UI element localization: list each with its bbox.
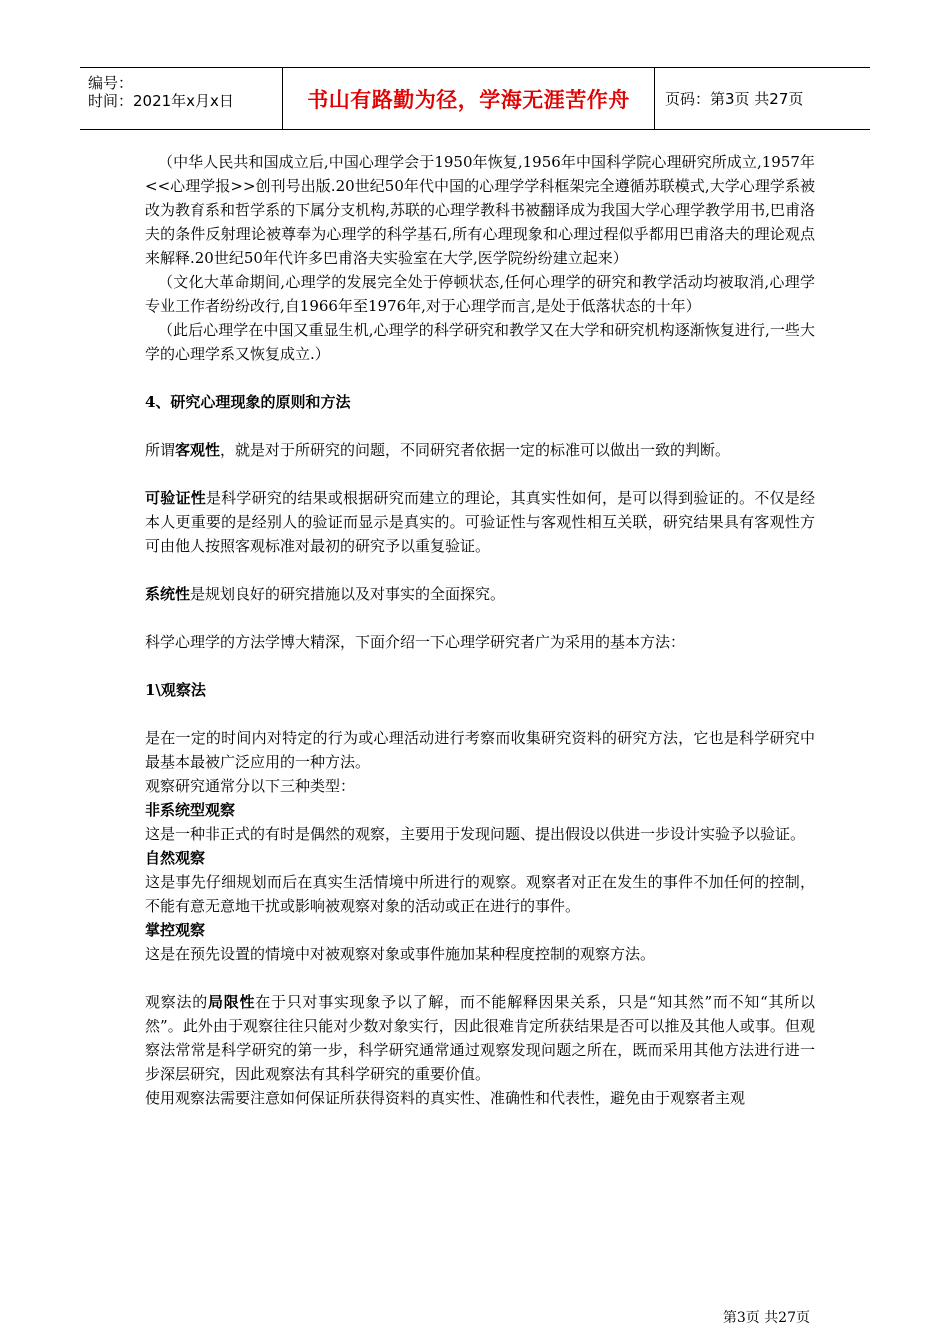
- verifiability-term: 可验证性: [145, 489, 206, 507]
- page-footer: 第3页 共27页: [722, 1310, 810, 1326]
- header-motto-cell: [283, 68, 655, 129]
- observation-type-3-name: 掌控观察: [145, 921, 206, 939]
- verifiability-paragraph: 可验证性是科学研究的结果或根据研究而建立的理论，其真实性如何，是可以得到验证的。不仅是经本人更重要的是经别人的验证而显示是真实的。可验证性与客观性相互关联，研究结果具有客观性方可由他人按照客观标准对最初的研究予以重复验证。: [145, 489, 815, 555]
- observation-limitation: 观察法的局限性在于只对事实现象予以了解，而不能解释因果关系，只是“知其然”而不知“其所以然”。此外由于观察往往只能对少数对象实行，因此很难肯定所获结果是否可以推及其他人或事。但观察法常常是科学研究的第一步，科学研究通常通过观察发现问题之所在，既而采用其他方法进行进一步深层研究，因此观察法有其科学研究的重要价值。: [145, 993, 815, 1083]
- limitation-term: 局限性: [207, 993, 256, 1011]
- header-meta-cell: [80, 68, 283, 129]
- observation-types-intro: 观察研究通常分以下三种类型：: [145, 777, 356, 795]
- observation-type-2-name: 自然观察: [145, 849, 206, 867]
- observation-note: 使用观察法需要注意如何保证所获得资料的真实性、准确性和代表性，避免由于观察者主观: [145, 1089, 746, 1107]
- header-page-number: 页码：第3页 共27页: [665, 90, 804, 108]
- objectivity-term: 客观性: [175, 441, 221, 459]
- header-page-cell: [655, 68, 870, 129]
- document-body: [145, 150, 815, 1110]
- observation-type-2-desc: 这是事先仔细规划而后在真实生活情境中所进行的观察。观察者对正在发生的事件不加任何的控制，不能有意无意地干扰或影响被观察对象的活动或正在进行的事件。: [145, 873, 815, 915]
- history-paragraph-1: （中华人民共和国成立后,中国心理学会于1950年恢复,1956年中国科学院心理研究所成立,1957年<<心理学报>>创刊号出版.20世纪50年代中国的心理学学科框架完全遵循苏联模式,大学心理学系被改为教育系和哲学系的下属分支机构,苏联的心理学教科书被翻译成为我国大学心理学教学用书,巴甫洛夫的条件反射理论被尊奉为心理学的科学基石,所有心理现象和心理过程似乎都用巴甫洛夫的理论观点来解释.20世纪50年代许多巴甫洛夫实验室在大学,医学院纷纷建立起来）: [145, 153, 815, 267]
- section-4-title: 4、研究心理现象的原则和方法: [145, 393, 351, 411]
- observation-definition: 是在一定的时间内对特定的行为或心理活动进行考察而收集研究资料的研究方法，它也是科学研究中最基本最被广泛应用的一种方法。: [145, 729, 815, 771]
- observation-type-1-desc: 这是一种非正式的有时是偶然的观察，主要用于发现问题、提出假设以供进一步设计实验予以验证。: [145, 825, 806, 843]
- systematic-paragraph: 系统性是规划良好的研究措施以及对事实的全面探究。: [145, 585, 506, 603]
- observation-type-3-desc: 这是在预先设置的情境中对被观察对象或事件施加某种程度控制的观察方法。: [145, 945, 656, 963]
- header-time: 时间：2021年x月x日: [88, 92, 234, 110]
- methods-intro: 科学心理学的方法学博大精深，下面介绍一下心理学研究者广为采用的基本方法：: [145, 633, 686, 651]
- systematic-term: 系统性: [145, 585, 191, 603]
- header-code-label: 编号：: [88, 74, 134, 92]
- page-header: [80, 67, 870, 130]
- objectivity-paragraph: 所谓客观性，就是对于所研究的问题，不同研究者依据一定的标准可以做出一致的判断。: [145, 441, 731, 459]
- history-paragraph-3: （此后心理学在中国又重显生机,心理学的科学研究和教学又在大学和研究机构逐渐恢复进行,一些大学的心理学系又恢复成立.）: [145, 321, 815, 363]
- observation-title: 1\观察法: [145, 681, 206, 699]
- observation-type-1-name: 非系统型观察: [145, 801, 236, 819]
- header-motto: 书山有路勤为径，学海无涯苦作舟: [307, 87, 630, 112]
- history-paragraph-2: （文化大革命期间,心理学的发展完全处于停顿状态,任何心理学的研究和教学活动均被取消,心理学专业工作者纷纷改行,自1966年至1976年,对于心理学而言,是处于低落状态的十年）: [145, 273, 815, 315]
